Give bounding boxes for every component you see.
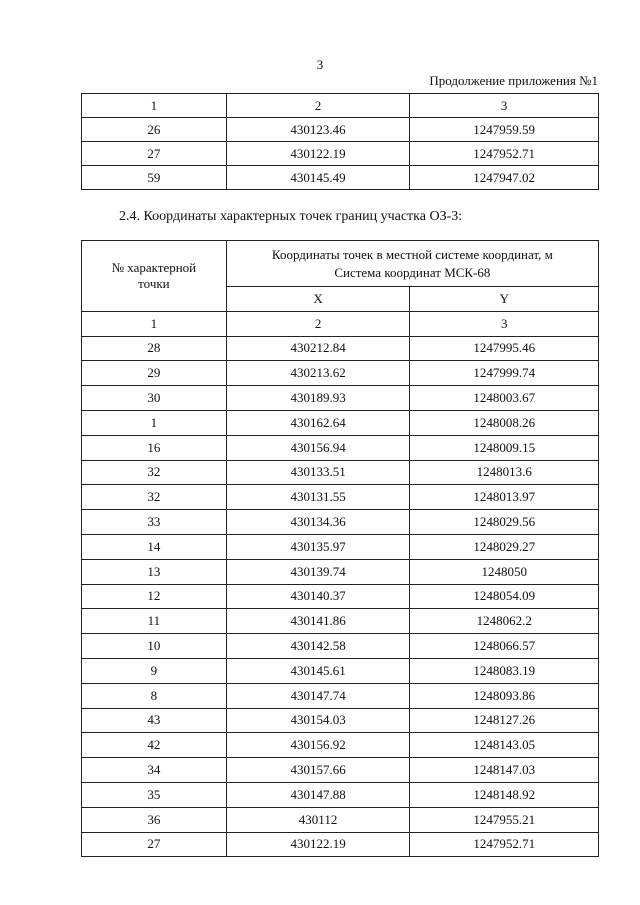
x-coordinate-cell: 430131.55 [226,485,410,510]
x-coordinate-cell: 430147.88 [226,782,410,807]
point-number-cell: 42 [82,733,227,758]
y-coordinate-cell: 1248013.6 [410,460,599,485]
coordinates-header-line2: Система координат МСК-68 [334,264,491,280]
table-row [82,118,599,142]
table-header-row [82,241,599,287]
x-coordinate-cell: 430147.74 [226,683,410,708]
table-cell: 2 [226,311,410,336]
y-coordinate-cell: 1247955.21 [410,807,599,832]
y-coordinate-cell: 1248013.97 [410,485,599,510]
table-row [82,708,599,733]
y-coordinate-cell: 1247952.71 [410,142,599,166]
table-cell: 3 [410,94,599,118]
point-number-cell: 1 [82,410,227,435]
x-header: X [226,287,410,312]
point-number-cell: 30 [82,386,227,411]
table-row [82,782,599,807]
table-cell: 2 [226,94,410,118]
y-coordinate-cell: 1248050 [410,559,599,584]
point-number-cell: 35 [82,782,227,807]
point-number-cell: 16 [82,435,227,460]
point-number-cell: 32 [82,460,227,485]
x-coordinate-cell: 430145.49 [226,166,410,190]
y-coordinate-cell: 1248008.26 [410,410,599,435]
y-coordinate-cell: 1248143.05 [410,733,599,758]
point-number-cell: 9 [82,658,227,683]
table-row [82,683,599,708]
y-coordinate-cell: 1248127.26 [410,708,599,733]
y-coordinate-cell: 1247952.71 [410,832,599,857]
y-coordinate-cell: 1248029.27 [410,534,599,559]
point-number-cell: 13 [82,559,227,584]
point-number-header-line2: точки [138,275,170,291]
point-number-cell: 59 [82,166,227,190]
point-number-cell: 34 [82,758,227,783]
coordinates-header [226,241,598,287]
y-coordinate-cell: 1248147.03 [410,758,599,783]
table-row [82,733,599,758]
table-cell: 3 [410,311,599,336]
y-coordinate-cell: 1248148.92 [410,782,599,807]
table-row [82,609,599,634]
point-number-cell: 12 [82,584,227,609]
x-coordinate-cell: 430134.36 [226,510,410,535]
point-number-cell: 11 [82,609,227,634]
point-number-header [82,241,227,312]
point-number-cell: 36 [82,807,227,832]
table-row [82,584,599,609]
appendix-note: Продолжение приложения №1 [429,73,598,88]
y-coordinate-cell: 1248083.19 [410,658,599,683]
y-header: Y [410,287,599,312]
table-index-row [82,311,599,336]
table-row [82,361,599,386]
x-coordinate-cell: 430213.62 [226,361,410,386]
section-title: 2.4. Координаты характерных точек границ участка ОЗ-3: [119,209,463,224]
x-coordinate-cell: 430189.93 [226,386,410,411]
x-coordinate-cell: 430154.03 [226,708,410,733]
x-coordinate-cell: 430162.64 [226,410,410,435]
table-row [82,166,599,190]
table-cell: 1 [82,311,227,336]
x-coordinate-cell: 430157.66 [226,758,410,783]
y-coordinate-cell: 1248093.86 [410,683,599,708]
y-coordinate-cell: 1248009.15 [410,435,599,460]
y-coordinate-cell: 1248003.67 [410,386,599,411]
table-row [82,634,599,659]
point-number-cell: 27 [82,142,227,166]
point-number-cell: 29 [82,361,227,386]
y-coordinate-cell: 1248066.57 [410,634,599,659]
y-coordinate-cell: 1247995.46 [410,336,599,361]
point-number-header-line1: № характерной [111,259,197,275]
x-coordinate-cell: 430133.51 [226,460,410,485]
y-coordinate-cell: 1247999.74 [410,361,599,386]
table-row [82,460,599,485]
table-cell: 1 [82,94,227,118]
point-number-cell: 26 [82,118,227,142]
point-number-cell: 32 [82,485,227,510]
x-coordinate-cell: 430156.92 [226,733,410,758]
table-row [82,435,599,460]
table-index-row [82,94,599,118]
coordinates-header-line1: Координаты точек в местной системе координат, м [271,246,553,262]
x-coordinate-cell: 430122.19 [226,142,410,166]
table-row [82,410,599,435]
table-row [82,510,599,535]
point-number-cell: 43 [82,708,227,733]
table-row [82,485,599,510]
oz3-coordinates-table [81,240,599,857]
x-coordinate-cell: 430142.58 [226,634,410,659]
point-number-cell: 14 [82,534,227,559]
x-coordinate-cell: 430139.74 [226,559,410,584]
table-row [82,534,599,559]
x-coordinate-cell: 430212.84 [226,336,410,361]
point-number-cell: 8 [82,683,227,708]
coordinates-table-continued [81,93,599,190]
table-row [82,807,599,832]
table-row [82,658,599,683]
x-coordinate-cell: 430135.97 [226,534,410,559]
x-coordinate-cell: 430156.94 [226,435,410,460]
x-coordinate-cell: 430141.86 [226,609,410,634]
x-coordinate-cell: 430122.19 [226,832,410,857]
point-number-cell: 33 [82,510,227,535]
x-coordinate-cell: 430123.46 [226,118,410,142]
table-row [82,559,599,584]
point-number-cell: 27 [82,832,227,857]
table-row [82,832,599,857]
y-coordinate-cell: 1247947.02 [410,166,599,190]
point-number-cell: 28 [82,336,227,361]
point-number-cell: 10 [82,634,227,659]
x-coordinate-cell: 430140.37 [226,584,410,609]
page-number: 3 [316,57,324,72]
x-coordinate-cell: 430145.61 [226,658,410,683]
y-coordinate-cell: 1248029.56 [410,510,599,535]
table-row [82,336,599,361]
table-row [82,758,599,783]
table-row [82,142,599,166]
y-coordinate-cell: 1248062.2 [410,609,599,634]
x-coordinate-cell: 430112 [226,807,410,832]
y-coordinate-cell: 1247959.59 [410,118,599,142]
table-row [82,386,599,411]
y-coordinate-cell: 1248054.09 [410,584,599,609]
